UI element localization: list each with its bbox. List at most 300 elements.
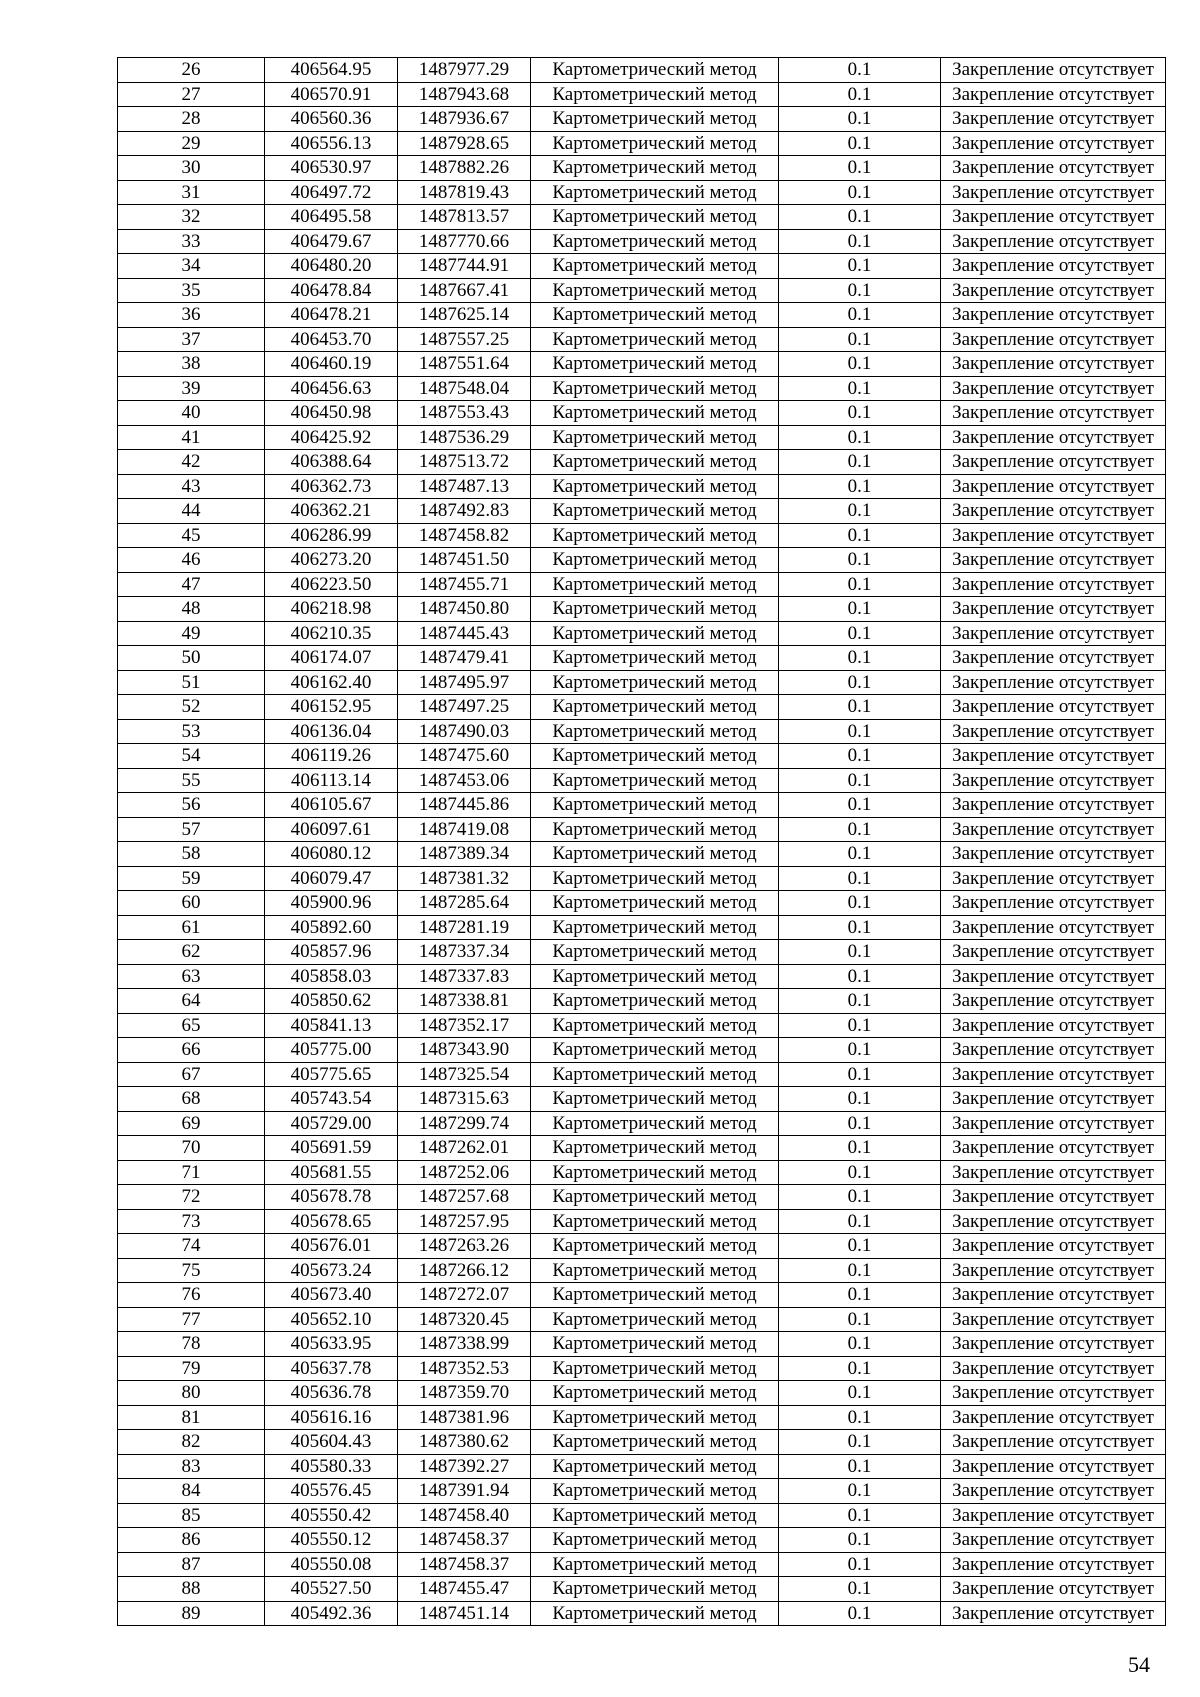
- method-cell: Картометрический метод: [531, 572, 779, 597]
- fixation-description-cell: Закрепление отсутствует: [941, 229, 1166, 254]
- y-coordinate-cell: 1487343.90: [398, 1038, 531, 1063]
- accuracy-cell: 0.1: [779, 156, 941, 181]
- y-coordinate-cell: 1487391.94: [398, 1479, 531, 1504]
- accuracy-cell: 0.1: [779, 450, 941, 475]
- y-coordinate-cell: 1487458.37: [398, 1528, 531, 1553]
- table-row: [118, 254, 1166, 279]
- accuracy-cell: 0.1: [779, 229, 941, 254]
- x-coordinate-cell: 405775.00: [265, 1038, 398, 1063]
- y-coordinate-cell: 1487744.91: [398, 254, 531, 279]
- accuracy-cell: 0.1: [779, 793, 941, 818]
- table-row: [118, 646, 1166, 671]
- accuracy-cell: 0.1: [779, 1528, 941, 1553]
- x-coordinate-cell: 406388.64: [265, 450, 398, 475]
- y-coordinate-cell: 1487625.14: [398, 303, 531, 328]
- accuracy-cell: 0.1: [779, 376, 941, 401]
- y-coordinate-cell: 1487445.86: [398, 793, 531, 818]
- table-row: [118, 597, 1166, 622]
- y-coordinate-cell: 1487667.41: [398, 278, 531, 303]
- table-row: [118, 695, 1166, 720]
- table-row: [118, 1160, 1166, 1185]
- fixation-description-cell: Закрепление отсутствует: [941, 572, 1166, 597]
- method-cell: Картометрический метод: [531, 1479, 779, 1504]
- fixation-description-cell: Закрепление отсутствует: [941, 940, 1166, 965]
- point-number-cell: 43: [118, 474, 265, 499]
- accuracy-cell: 0.1: [779, 1601, 941, 1626]
- table-row: [118, 327, 1166, 352]
- x-coordinate-cell: 406079.47: [265, 866, 398, 891]
- accuracy-cell: 0.1: [779, 548, 941, 573]
- x-coordinate-cell: 405900.96: [265, 891, 398, 916]
- coordinates-table-body: [118, 58, 1166, 1626]
- y-coordinate-cell: 1487548.04: [398, 376, 531, 401]
- accuracy-cell: 0.1: [779, 1185, 941, 1210]
- table-row: [118, 1405, 1166, 1430]
- fixation-description-cell: Закрепление отсутствует: [941, 205, 1166, 230]
- point-number-cell: 57: [118, 817, 265, 842]
- y-coordinate-cell: 1487299.74: [398, 1111, 531, 1136]
- y-coordinate-cell: 1487479.41: [398, 646, 531, 671]
- fixation-description-cell: Закрепление отсутствует: [941, 82, 1166, 107]
- fixation-description-cell: Закрепление отсутствует: [941, 548, 1166, 573]
- accuracy-cell: 0.1: [779, 327, 941, 352]
- x-coordinate-cell: 406105.67: [265, 793, 398, 818]
- x-coordinate-cell: 406152.95: [265, 695, 398, 720]
- table-row: [118, 1552, 1166, 1577]
- fixation-description-cell: Закрепление отсутствует: [941, 352, 1166, 377]
- table-row: [118, 1479, 1166, 1504]
- x-coordinate-cell: 406460.19: [265, 352, 398, 377]
- method-cell: Картометрический метод: [531, 376, 779, 401]
- method-cell: Картометрический метод: [531, 1332, 779, 1357]
- point-number-cell: 40: [118, 401, 265, 426]
- accuracy-cell: 0.1: [779, 621, 941, 646]
- method-cell: Картометрический метод: [531, 1430, 779, 1455]
- method-cell: Картометрический метод: [531, 817, 779, 842]
- table-row: [118, 793, 1166, 818]
- table-row: [118, 866, 1166, 891]
- x-coordinate-cell: 405775.65: [265, 1062, 398, 1087]
- point-number-cell: 65: [118, 1013, 265, 1038]
- table-row: [118, 572, 1166, 597]
- table-row: [118, 964, 1166, 989]
- table-row: [118, 156, 1166, 181]
- fixation-description-cell: Закрепление отсутствует: [941, 646, 1166, 671]
- point-number-cell: 69: [118, 1111, 265, 1136]
- x-coordinate-cell: 405550.12: [265, 1528, 398, 1553]
- accuracy-cell: 0.1: [779, 940, 941, 965]
- fixation-description-cell: Закрепление отсутствует: [941, 842, 1166, 867]
- method-cell: Картометрический метод: [531, 1136, 779, 1161]
- y-coordinate-cell: 1487813.57: [398, 205, 531, 230]
- method-cell: Картометрический метод: [531, 1111, 779, 1136]
- method-cell: Картометрический метод: [531, 744, 779, 769]
- accuracy-cell: 0.1: [779, 303, 941, 328]
- point-number-cell: 33: [118, 229, 265, 254]
- accuracy-cell: 0.1: [779, 1307, 941, 1332]
- point-number-cell: 27: [118, 82, 265, 107]
- fixation-description-cell: Закрепление отсутствует: [941, 670, 1166, 695]
- coordinates-table: [117, 57, 1166, 1626]
- fixation-description-cell: Закрепление отсутствует: [941, 1405, 1166, 1430]
- method-cell: Картометрический метод: [531, 670, 779, 695]
- y-coordinate-cell: 1487380.62: [398, 1430, 531, 1455]
- table-row: [118, 1430, 1166, 1455]
- accuracy-cell: 0.1: [779, 352, 941, 377]
- method-cell: Картометрический метод: [531, 1234, 779, 1259]
- table-row: [118, 474, 1166, 499]
- x-coordinate-cell: 406080.12: [265, 842, 398, 867]
- table-row: [118, 376, 1166, 401]
- method-cell: Картометрический метод: [531, 303, 779, 328]
- method-cell: Картометрический метод: [531, 1013, 779, 1038]
- point-number-cell: 83: [118, 1454, 265, 1479]
- table-row: [118, 1283, 1166, 1308]
- point-number-cell: 26: [118, 58, 265, 83]
- accuracy-cell: 0.1: [779, 205, 941, 230]
- table-row: [118, 817, 1166, 842]
- x-coordinate-cell: 405616.16: [265, 1405, 398, 1430]
- fixation-description-cell: Закрепление отсутствует: [941, 499, 1166, 524]
- method-cell: Картометрический метод: [531, 352, 779, 377]
- x-coordinate-cell: 405841.13: [265, 1013, 398, 1038]
- table-row: [118, 548, 1166, 573]
- y-coordinate-cell: 1487315.63: [398, 1087, 531, 1112]
- fixation-description-cell: Закрепление отсутствует: [941, 964, 1166, 989]
- point-number-cell: 38: [118, 352, 265, 377]
- fixation-description-cell: Закрепление отсутствует: [941, 719, 1166, 744]
- fixation-description-cell: Закрепление отсутствует: [941, 989, 1166, 1014]
- x-coordinate-cell: 405580.33: [265, 1454, 398, 1479]
- table-row: [118, 744, 1166, 769]
- fixation-description-cell: Закрепление отсутствует: [941, 376, 1166, 401]
- accuracy-cell: 0.1: [779, 1332, 941, 1357]
- x-coordinate-cell: 405681.55: [265, 1160, 398, 1185]
- accuracy-cell: 0.1: [779, 915, 941, 940]
- fixation-description-cell: Закрепление отсутствует: [941, 425, 1166, 450]
- table-row: [118, 425, 1166, 450]
- method-cell: Картометрический метод: [531, 1405, 779, 1430]
- accuracy-cell: 0.1: [779, 1234, 941, 1259]
- x-coordinate-cell: 405691.59: [265, 1136, 398, 1161]
- x-coordinate-cell: 406478.21: [265, 303, 398, 328]
- y-coordinate-cell: 1487325.54: [398, 1062, 531, 1087]
- x-coordinate-cell: 406273.20: [265, 548, 398, 573]
- fixation-description-cell: Закрепление отсутствует: [941, 180, 1166, 205]
- y-coordinate-cell: 1487451.50: [398, 548, 531, 573]
- method-cell: Картометрический метод: [531, 1038, 779, 1063]
- method-cell: Картометрический метод: [531, 842, 779, 867]
- point-number-cell: 41: [118, 425, 265, 450]
- point-number-cell: 32: [118, 205, 265, 230]
- fixation-description-cell: Закрепление отсутствует: [941, 1601, 1166, 1626]
- accuracy-cell: 0.1: [779, 989, 941, 1014]
- fixation-description-cell: Закрепление отсутствует: [941, 621, 1166, 646]
- x-coordinate-cell: 406570.91: [265, 82, 398, 107]
- table-row: [118, 1332, 1166, 1357]
- point-number-cell: 70: [118, 1136, 265, 1161]
- y-coordinate-cell: 1487458.37: [398, 1552, 531, 1577]
- table-row: [118, 82, 1166, 107]
- accuracy-cell: 0.1: [779, 891, 941, 916]
- method-cell: Картометрический метод: [531, 989, 779, 1014]
- y-coordinate-cell: 1487266.12: [398, 1258, 531, 1283]
- point-number-cell: 73: [118, 1209, 265, 1234]
- x-coordinate-cell: 406497.72: [265, 180, 398, 205]
- y-coordinate-cell: 1487419.08: [398, 817, 531, 842]
- x-coordinate-cell: 405636.78: [265, 1381, 398, 1406]
- fixation-description-cell: Закрепление отсутствует: [941, 1087, 1166, 1112]
- fixation-description-cell: Закрепление отсутствует: [941, 1234, 1166, 1259]
- table-row: [118, 229, 1166, 254]
- y-coordinate-cell: 1487455.71: [398, 572, 531, 597]
- fixation-description-cell: Закрепление отсутствует: [941, 401, 1166, 426]
- point-number-cell: 80: [118, 1381, 265, 1406]
- method-cell: Картометрический метод: [531, 278, 779, 303]
- table-row: [118, 1381, 1166, 1406]
- accuracy-cell: 0.1: [779, 1503, 941, 1528]
- x-coordinate-cell: 406560.36: [265, 107, 398, 132]
- x-coordinate-cell: 406453.70: [265, 327, 398, 352]
- y-coordinate-cell: 1487337.34: [398, 940, 531, 965]
- y-coordinate-cell: 1487536.29: [398, 425, 531, 450]
- point-number-cell: 72: [118, 1185, 265, 1210]
- table-row: [118, 1209, 1166, 1234]
- y-coordinate-cell: 1487389.34: [398, 842, 531, 867]
- method-cell: Картометрический метод: [531, 940, 779, 965]
- point-number-cell: 81: [118, 1405, 265, 1430]
- point-number-cell: 47: [118, 572, 265, 597]
- point-number-cell: 85: [118, 1503, 265, 1528]
- table-row: [118, 107, 1166, 132]
- fixation-description-cell: Закрепление отсутствует: [941, 1307, 1166, 1332]
- y-coordinate-cell: 1487495.97: [398, 670, 531, 695]
- accuracy-cell: 0.1: [779, 866, 941, 891]
- accuracy-cell: 0.1: [779, 646, 941, 671]
- fixation-description-cell: Закрепление отсутствует: [941, 1111, 1166, 1136]
- point-number-cell: 64: [118, 989, 265, 1014]
- accuracy-cell: 0.1: [779, 768, 941, 793]
- fixation-description-cell: Закрепление отсутствует: [941, 327, 1166, 352]
- x-coordinate-cell: 405850.62: [265, 989, 398, 1014]
- table-row: [118, 891, 1166, 916]
- fixation-description-cell: Закрепление отсутствует: [941, 131, 1166, 156]
- fixation-description-cell: Закрепление отсутствует: [941, 866, 1166, 891]
- point-number-cell: 79: [118, 1356, 265, 1381]
- point-number-cell: 51: [118, 670, 265, 695]
- table-row: [118, 1528, 1166, 1553]
- point-number-cell: 34: [118, 254, 265, 279]
- y-coordinate-cell: 1487943.68: [398, 82, 531, 107]
- fixation-description-cell: Закрепление отсутствует: [941, 793, 1166, 818]
- table-row: [118, 1258, 1166, 1283]
- point-number-cell: 89: [118, 1601, 265, 1626]
- accuracy-cell: 0.1: [779, 1062, 941, 1087]
- fixation-description-cell: Закрепление отсутствует: [941, 1258, 1166, 1283]
- table-row: [118, 1185, 1166, 1210]
- table-row: [118, 131, 1166, 156]
- y-coordinate-cell: 1487497.25: [398, 695, 531, 720]
- accuracy-cell: 0.1: [779, 1087, 941, 1112]
- accuracy-cell: 0.1: [779, 1577, 941, 1602]
- fixation-description-cell: Закрепление отсутствует: [941, 817, 1166, 842]
- y-coordinate-cell: 1487453.06: [398, 768, 531, 793]
- accuracy-cell: 0.1: [779, 523, 941, 548]
- y-coordinate-cell: 1487492.83: [398, 499, 531, 524]
- table-row: [118, 1111, 1166, 1136]
- table-row: [118, 1601, 1166, 1626]
- x-coordinate-cell: 405576.45: [265, 1479, 398, 1504]
- table-row: [118, 352, 1166, 377]
- accuracy-cell: 0.1: [779, 719, 941, 744]
- fixation-description-cell: Закрепление отсутствует: [941, 1038, 1166, 1063]
- method-cell: Картометрический метод: [531, 254, 779, 279]
- method-cell: Картометрический метод: [531, 1601, 779, 1626]
- x-coordinate-cell: 405743.54: [265, 1087, 398, 1112]
- point-number-cell: 48: [118, 597, 265, 622]
- point-number-cell: 66: [118, 1038, 265, 1063]
- accuracy-cell: 0.1: [779, 842, 941, 867]
- fixation-description-cell: Закрепление отсутствует: [941, 1528, 1166, 1553]
- accuracy-cell: 0.1: [779, 817, 941, 842]
- fixation-description-cell: Закрепление отсутствует: [941, 1013, 1166, 1038]
- method-cell: Картометрический метод: [531, 156, 779, 181]
- accuracy-cell: 0.1: [779, 1283, 941, 1308]
- method-cell: Картометрический метод: [531, 1552, 779, 1577]
- table-row: [118, 523, 1166, 548]
- method-cell: Картометрический метод: [531, 327, 779, 352]
- method-cell: Картометрический метод: [531, 793, 779, 818]
- fixation-description-cell: Закрепление отсутствует: [941, 597, 1166, 622]
- accuracy-cell: 0.1: [779, 744, 941, 769]
- y-coordinate-cell: 1487320.45: [398, 1307, 531, 1332]
- x-coordinate-cell: 405678.65: [265, 1209, 398, 1234]
- accuracy-cell: 0.1: [779, 474, 941, 499]
- y-coordinate-cell: 1487487.13: [398, 474, 531, 499]
- point-number-cell: 42: [118, 450, 265, 475]
- table-row: [118, 1234, 1166, 1259]
- method-cell: Картометрический метод: [531, 548, 779, 573]
- x-coordinate-cell: 405652.10: [265, 1307, 398, 1332]
- y-coordinate-cell: 1487936.67: [398, 107, 531, 132]
- y-coordinate-cell: 1487475.60: [398, 744, 531, 769]
- y-coordinate-cell: 1487257.95: [398, 1209, 531, 1234]
- accuracy-cell: 0.1: [779, 180, 941, 205]
- x-coordinate-cell: 405892.60: [265, 915, 398, 940]
- point-number-cell: 44: [118, 499, 265, 524]
- accuracy-cell: 0.1: [779, 1552, 941, 1577]
- fixation-description-cell: Закрепление отсутствует: [941, 1136, 1166, 1161]
- fixation-description-cell: Закрепление отсутствует: [941, 474, 1166, 499]
- y-coordinate-cell: 1487352.17: [398, 1013, 531, 1038]
- accuracy-cell: 0.1: [779, 1479, 941, 1504]
- fixation-description-cell: Закрепление отсутствует: [941, 523, 1166, 548]
- x-coordinate-cell: 405527.50: [265, 1577, 398, 1602]
- point-number-cell: 39: [118, 376, 265, 401]
- table-row: [118, 1503, 1166, 1528]
- y-coordinate-cell: 1487551.64: [398, 352, 531, 377]
- x-coordinate-cell: 405550.08: [265, 1552, 398, 1577]
- y-coordinate-cell: 1487381.96: [398, 1405, 531, 1430]
- point-number-cell: 52: [118, 695, 265, 720]
- method-cell: Картометрический метод: [531, 450, 779, 475]
- x-coordinate-cell: 406530.97: [265, 156, 398, 181]
- fixation-description-cell: Закрепление отсутствует: [941, 1332, 1166, 1357]
- accuracy-cell: 0.1: [779, 131, 941, 156]
- y-coordinate-cell: 1487455.47: [398, 1577, 531, 1602]
- fixation-description-cell: Закрепление отсутствует: [941, 1283, 1166, 1308]
- fixation-description-cell: Закрепление отсутствует: [941, 915, 1166, 940]
- point-number-cell: 74: [118, 1234, 265, 1259]
- accuracy-cell: 0.1: [779, 1454, 941, 1479]
- accuracy-cell: 0.1: [779, 572, 941, 597]
- y-coordinate-cell: 1487263.26: [398, 1234, 531, 1259]
- y-coordinate-cell: 1487338.81: [398, 989, 531, 1014]
- point-number-cell: 56: [118, 793, 265, 818]
- point-number-cell: 77: [118, 1307, 265, 1332]
- accuracy-cell: 0.1: [779, 254, 941, 279]
- method-cell: Картометрический метод: [531, 1283, 779, 1308]
- table-row: [118, 719, 1166, 744]
- table-row: [118, 499, 1166, 524]
- method-cell: Картометрический метод: [531, 425, 779, 450]
- table-row: [118, 1307, 1166, 1332]
- table-row: [118, 278, 1166, 303]
- y-coordinate-cell: 1487450.80: [398, 597, 531, 622]
- point-number-cell: 86: [118, 1528, 265, 1553]
- y-coordinate-cell: 1487928.65: [398, 131, 531, 156]
- accuracy-cell: 0.1: [779, 1356, 941, 1381]
- x-coordinate-cell: 406218.98: [265, 597, 398, 622]
- x-coordinate-cell: 406174.07: [265, 646, 398, 671]
- x-coordinate-cell: 405858.03: [265, 964, 398, 989]
- table-row: [118, 1013, 1166, 1038]
- method-cell: Картометрический метод: [531, 1062, 779, 1087]
- y-coordinate-cell: 1487281.19: [398, 915, 531, 940]
- fixation-description-cell: Закрепление отсутствует: [941, 1160, 1166, 1185]
- accuracy-cell: 0.1: [779, 58, 941, 83]
- table-row: [118, 450, 1166, 475]
- y-coordinate-cell: 1487381.32: [398, 866, 531, 891]
- point-number-cell: 78: [118, 1332, 265, 1357]
- method-cell: Картометрический метод: [531, 1381, 779, 1406]
- accuracy-cell: 0.1: [779, 1209, 941, 1234]
- y-coordinate-cell: 1487252.06: [398, 1160, 531, 1185]
- x-coordinate-cell: 406362.21: [265, 499, 398, 524]
- accuracy-cell: 0.1: [779, 401, 941, 426]
- table-row: [118, 989, 1166, 1014]
- y-coordinate-cell: 1487392.27: [398, 1454, 531, 1479]
- table-row: [118, 1356, 1166, 1381]
- point-number-cell: 84: [118, 1479, 265, 1504]
- accuracy-cell: 0.1: [779, 1381, 941, 1406]
- point-number-cell: 82: [118, 1430, 265, 1455]
- table-row: [118, 58, 1166, 83]
- point-number-cell: 68: [118, 1087, 265, 1112]
- fixation-description-cell: Закрепление отсутствует: [941, 1356, 1166, 1381]
- x-coordinate-cell: 406450.98: [265, 401, 398, 426]
- fixation-description-cell: Закрепление отсутствует: [941, 1381, 1166, 1406]
- fixation-description-cell: Закрепление отсутствует: [941, 1577, 1166, 1602]
- x-coordinate-cell: 405729.00: [265, 1111, 398, 1136]
- accuracy-cell: 0.1: [779, 1258, 941, 1283]
- table-row: [118, 670, 1166, 695]
- method-cell: Картометрический метод: [531, 1577, 779, 1602]
- point-number-cell: 55: [118, 768, 265, 793]
- x-coordinate-cell: 406223.50: [265, 572, 398, 597]
- point-number-cell: 88: [118, 1577, 265, 1602]
- y-coordinate-cell: 1487359.70: [398, 1381, 531, 1406]
